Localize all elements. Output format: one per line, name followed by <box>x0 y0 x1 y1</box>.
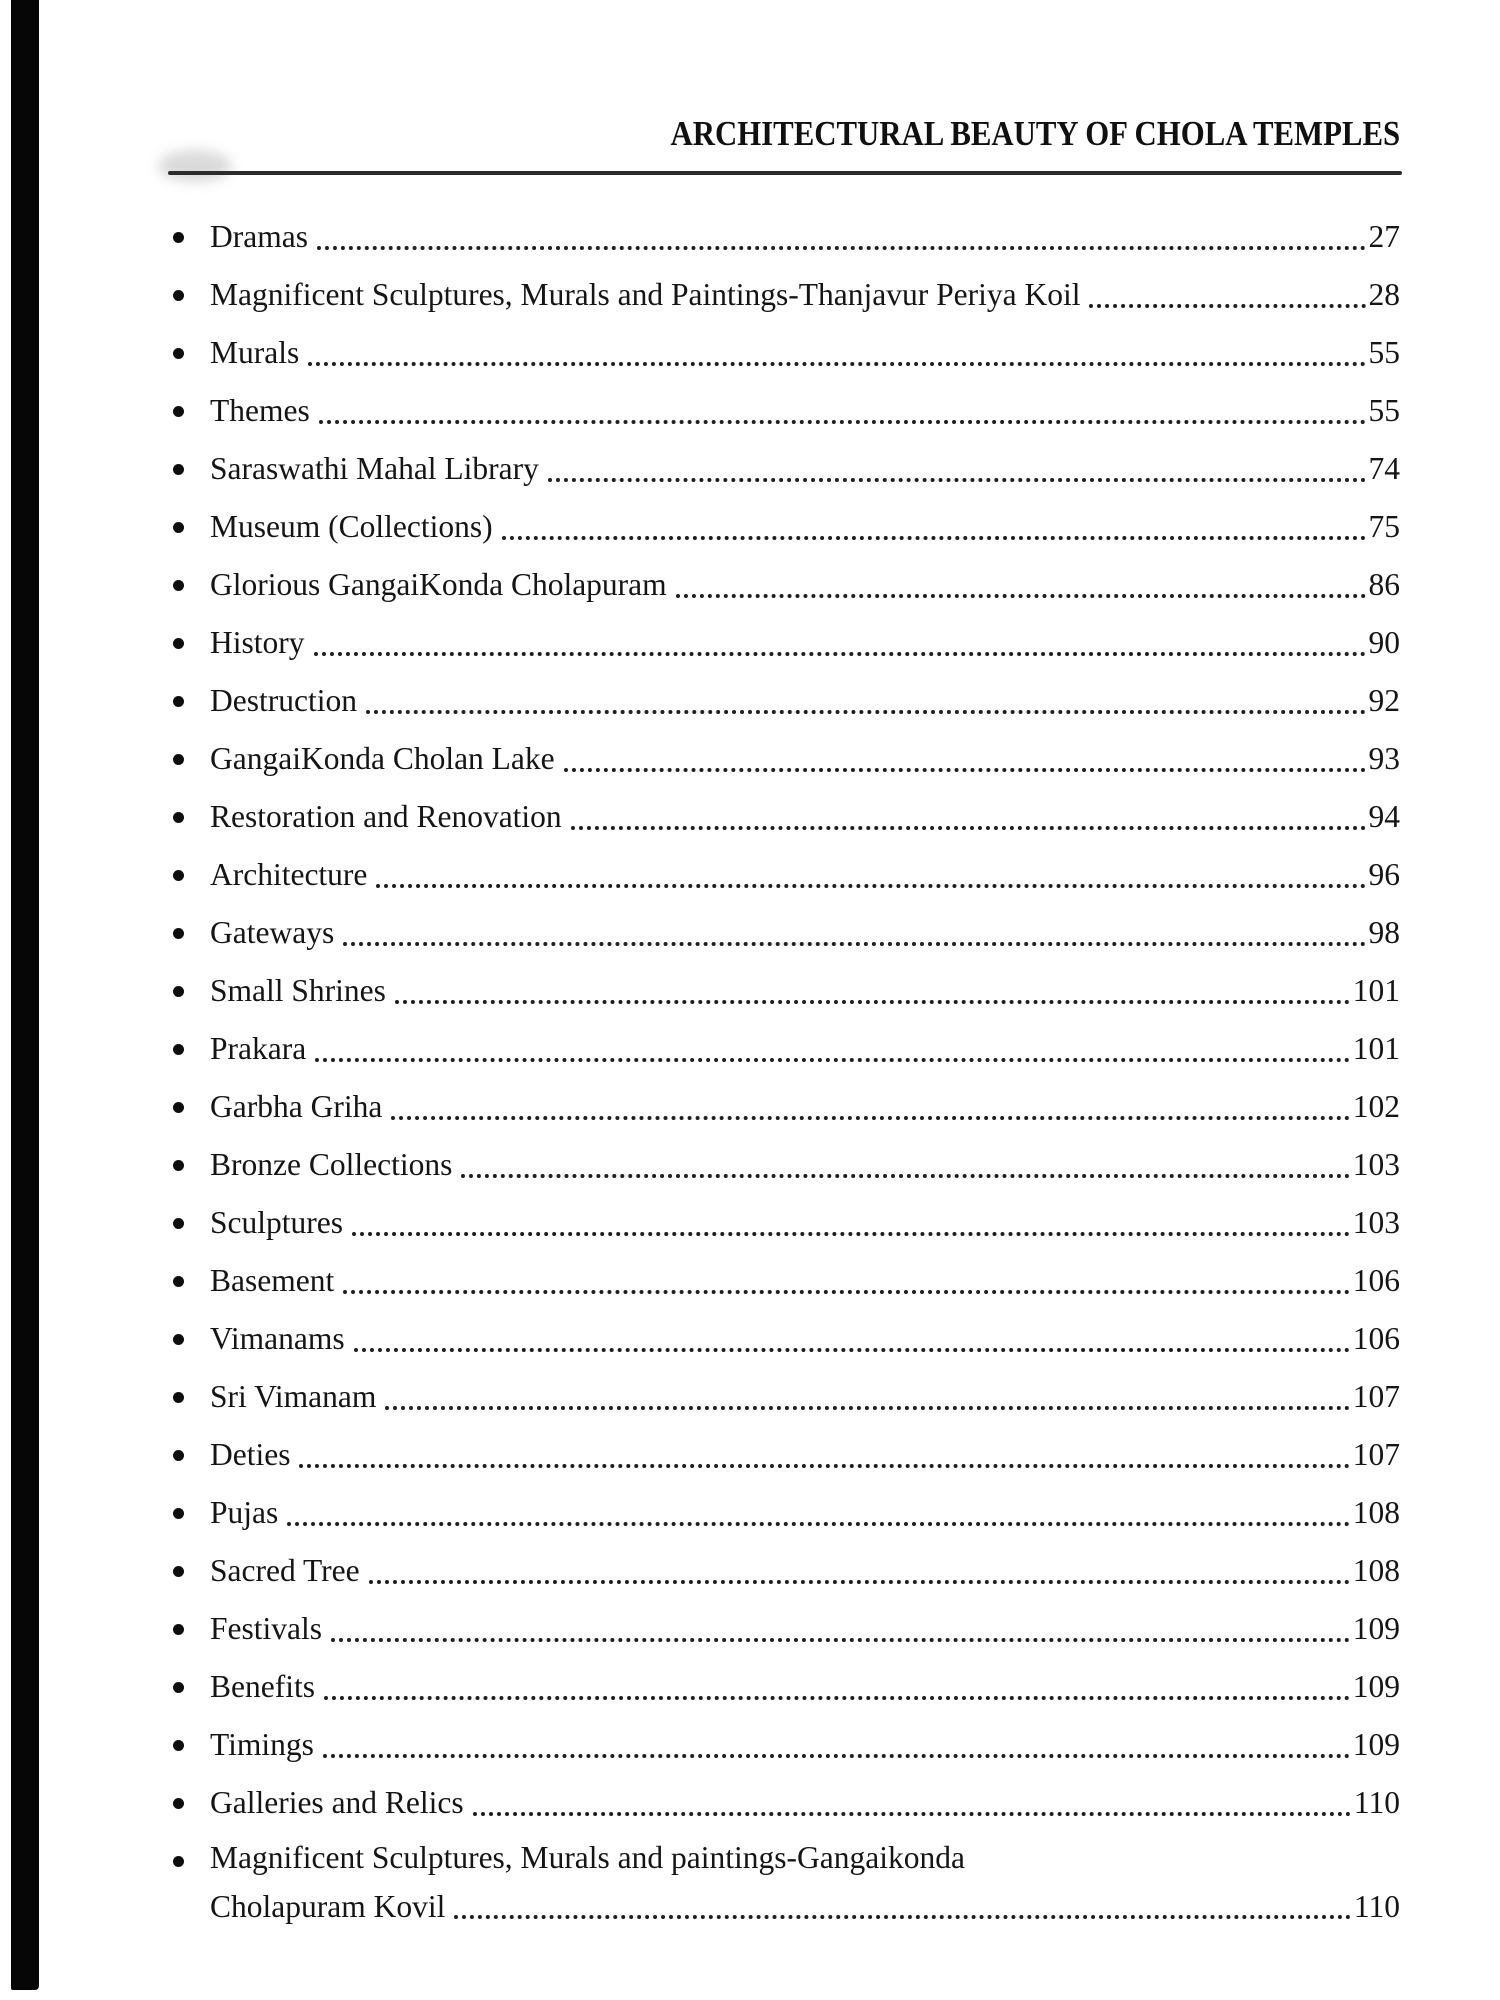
toc-entry-page: 74 <box>1368 451 1400 486</box>
toc-entry-label: Festivals <box>210 1611 323 1646</box>
toc-entry-label: Cholapuram Kovil <box>210 1889 446 1924</box>
toc-entry <box>172 1252 1400 1310</box>
dot-leader <box>1089 266 1365 308</box>
page-title: ARCHITECTURAL BEAUTY OF CHOLA TEMPLES <box>670 114 1400 153</box>
dot-leader <box>391 1078 1349 1120</box>
toc-entry <box>172 614 1400 672</box>
toc-entry-page: 93 <box>1368 741 1400 776</box>
bullet-icon <box>172 440 210 498</box>
toc-entry-label: Restoration and Renovation <box>210 799 562 834</box>
bullet-icon <box>172 266 210 324</box>
toc-entry-label: Magnificent Sculptures, Murals and Paintings-Thanjavur Periya Koil <box>210 277 1081 312</box>
toc-entry <box>172 1368 1400 1426</box>
toc-entry-page: 75 <box>1368 509 1400 544</box>
toc-entry-label: Sacred Tree <box>210 1553 360 1588</box>
toc-entry-page: 106 <box>1352 1263 1400 1298</box>
dot-leader <box>548 440 1366 482</box>
dot-leader <box>287 1484 1349 1526</box>
bullet-icon <box>172 1310 210 1368</box>
toc-entry-label: Museum (Collections) <box>210 509 493 544</box>
dot-leader <box>315 1020 1350 1062</box>
toc-entry <box>172 904 1400 962</box>
toc-entry-page: 86 <box>1368 567 1400 602</box>
toc-entry-page: 90 <box>1368 625 1400 660</box>
bullet-icon <box>172 1542 210 1600</box>
bullet-icon <box>172 1136 210 1194</box>
toc-entry-page: 107 <box>1352 1437 1400 1472</box>
bullet-icon <box>172 208 210 266</box>
toc-entry <box>172 324 1400 382</box>
bullet-icon <box>172 846 210 904</box>
toc-entry <box>172 730 1400 788</box>
bullet-icon <box>172 672 210 730</box>
dot-leader <box>376 846 1365 888</box>
dot-leader <box>331 1600 1350 1642</box>
toc-entry-line2 <box>172 1884 1400 1930</box>
toc-entry-page: 55 <box>1368 393 1400 428</box>
toc-entry-label: Basement <box>210 1263 335 1298</box>
bullet-icon <box>172 556 210 614</box>
dot-leader <box>308 324 1365 366</box>
toc-entry-label: Pujas <box>210 1495 279 1530</box>
toc-entry-page: 92 <box>1368 683 1400 718</box>
toc-entry <box>172 1078 1400 1136</box>
dot-leader <box>502 498 1366 540</box>
dot-leader <box>343 1252 1350 1294</box>
dot-leader <box>564 730 1366 772</box>
scan-smudge <box>158 150 232 182</box>
dot-leader <box>343 904 1365 946</box>
toc-entry <box>172 1774 1400 1832</box>
dot-leader <box>319 382 1366 424</box>
toc-entry-page: 109 <box>1352 1611 1400 1646</box>
dot-leader <box>323 1716 1350 1758</box>
dot-leader <box>676 556 1366 598</box>
toc-entry-label: Prakara <box>210 1031 307 1066</box>
toc-entry-label: Architecture <box>210 857 368 892</box>
bullet-icon <box>172 382 210 440</box>
toc-entry-label: Murals <box>210 335 300 370</box>
toc-entry <box>172 1832 1400 1884</box>
toc-entry <box>172 1020 1400 1078</box>
dot-leader <box>366 672 1366 714</box>
scan-edge-bar <box>11 0 39 1990</box>
dot-leader <box>454 1884 1351 1919</box>
toc-entry-page: 102 <box>1352 1089 1400 1124</box>
dot-leader <box>354 1310 1350 1352</box>
dot-leader <box>385 1368 1349 1410</box>
toc-entry-page: 101 <box>1352 973 1400 1008</box>
toc-entry <box>172 1832 1400 1930</box>
toc-entry-label: Galleries and Relics <box>210 1785 464 1820</box>
header-divider <box>168 171 1402 175</box>
bullet-icon <box>172 1078 210 1136</box>
toc-entry <box>172 1716 1400 1774</box>
toc-entry <box>172 208 1400 266</box>
toc-entry <box>172 1658 1400 1716</box>
toc-entry <box>172 556 1400 614</box>
toc-entry-page: 106 <box>1352 1321 1400 1356</box>
toc-entry-label: Benefits <box>210 1669 315 1704</box>
toc-entry-page: 110 <box>1353 1889 1400 1924</box>
toc-entry-label: Deties <box>210 1437 291 1472</box>
toc-entry-page: 94 <box>1368 799 1400 834</box>
toc-entry-page: 108 <box>1352 1495 1400 1530</box>
toc-entry-label: Saraswathi Mahal Library <box>210 451 539 486</box>
dot-leader <box>317 208 1366 250</box>
bullet-icon <box>172 788 210 846</box>
toc-entry-label: Magnificent Sculptures, Murals and paintings-Gangaikonda <box>210 1840 965 1875</box>
toc-entry-label: Glorious GangaiKonda Cholapuram <box>210 567 667 602</box>
toc-entry-label: Small Shrines <box>210 973 386 1008</box>
toc-entry-label: Garbha Griha <box>210 1089 383 1124</box>
toc-entry-label: Dramas <box>210 219 308 254</box>
toc-entry <box>172 1426 1400 1484</box>
bullet-icon <box>172 962 210 1020</box>
toc-entry-label: Vimanams <box>210 1321 345 1356</box>
toc-entry-label: GangaiKonda Cholan Lake <box>210 741 555 776</box>
dot-leader <box>395 962 1350 1004</box>
toc-entry <box>172 672 1400 730</box>
toc-entry-page: 27 <box>1368 219 1400 254</box>
toc-entry <box>172 1542 1400 1600</box>
toc-entry-label: Themes <box>210 393 310 428</box>
toc-entry-label: Sri Vimanam <box>210 1379 377 1414</box>
bullet-icon <box>172 1832 210 1884</box>
toc-entry <box>172 498 1400 556</box>
bullet-icon <box>172 1600 210 1658</box>
toc-entry-page: 96 <box>1368 857 1400 892</box>
bullet-icon <box>172 1426 210 1484</box>
bullet-icon <box>172 1020 210 1078</box>
bullet-icon <box>172 498 210 556</box>
toc-entry-page: 109 <box>1352 1669 1400 1704</box>
toc-entry <box>172 266 1400 324</box>
dot-leader <box>299 1426 1349 1468</box>
toc-entry <box>172 440 1400 498</box>
table-of-contents <box>172 208 1400 1930</box>
bullet-icon <box>172 730 210 788</box>
dot-leader <box>473 1774 1351 1816</box>
toc-entry-label: Timings <box>210 1727 314 1762</box>
dot-leader <box>352 1194 1350 1236</box>
toc-entry <box>172 1484 1400 1542</box>
toc-entry-page: 108 <box>1352 1553 1400 1588</box>
bullet-icon <box>172 1658 210 1716</box>
dot-leader <box>314 614 1366 656</box>
toc-entry-page: 109 <box>1352 1727 1400 1762</box>
toc-entry-page: 55 <box>1368 335 1400 370</box>
toc-entry-label: Sculptures <box>210 1205 343 1240</box>
bullet-icon <box>172 1368 210 1426</box>
toc-entry-page: 98 <box>1368 915 1400 950</box>
toc-entry-label: Destruction <box>210 683 357 718</box>
dot-leader <box>369 1542 1350 1584</box>
toc-entry-label: Gateways <box>210 915 335 950</box>
dot-leader <box>324 1658 1350 1700</box>
bullet-icon <box>172 614 210 672</box>
toc-entry-page: 103 <box>1352 1205 1400 1240</box>
toc-entry-page: 103 <box>1352 1147 1400 1182</box>
bullet-icon <box>172 1774 210 1832</box>
toc-entry-page: 101 <box>1352 1031 1400 1066</box>
bullet-icon <box>172 324 210 382</box>
dot-leader <box>461 1136 1349 1178</box>
toc-entry-label: Bronze Collections <box>210 1147 453 1182</box>
bullet-icon <box>172 1194 210 1252</box>
bullet-icon <box>172 904 210 962</box>
toc-entry-page: 110 <box>1353 1785 1400 1820</box>
bullet-icon <box>172 1484 210 1542</box>
toc-entry-page: 28 <box>1368 277 1400 312</box>
toc-entry <box>172 1194 1400 1252</box>
toc-entry <box>172 788 1400 846</box>
toc-entry <box>172 846 1400 904</box>
bullet-icon <box>172 1252 210 1310</box>
dot-leader <box>571 788 1366 830</box>
bullet-icon <box>172 1716 210 1774</box>
toc-entry <box>172 382 1400 440</box>
toc-entry-page: 107 <box>1352 1379 1400 1414</box>
toc-entry <box>172 1600 1400 1658</box>
toc-entry <box>172 1310 1400 1368</box>
toc-entry <box>172 1136 1400 1194</box>
toc-entry <box>172 962 1400 1020</box>
toc-entry-label: History <box>210 625 305 660</box>
